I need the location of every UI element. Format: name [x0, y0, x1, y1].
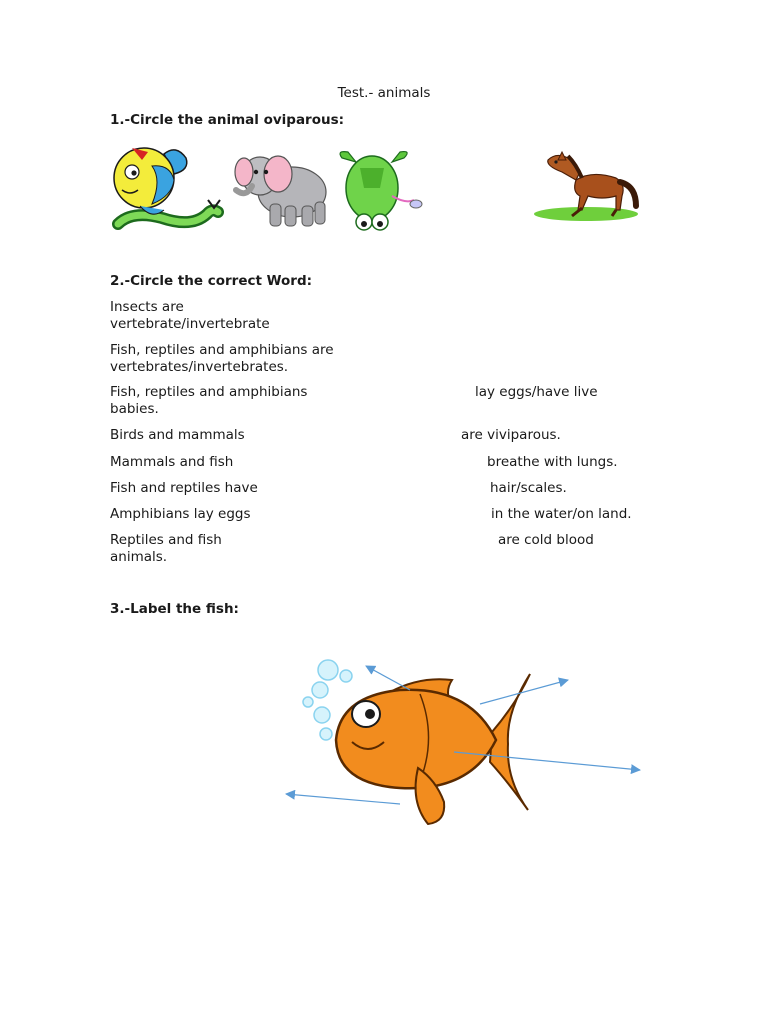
question-1-heading: 1.-Circle the animal oviparous:	[110, 112, 345, 128]
fish-icon	[114, 148, 187, 214]
word-choice-6[interactable]: hair/scales.	[490, 480, 567, 496]
fish-diagram[interactable]	[280, 652, 650, 832]
sentence-3: Fish, reptiles and amphibians babies.	[110, 384, 308, 417]
sentence-8: Reptiles and fish animals.	[110, 532, 222, 565]
arrow-pectoral-fin	[286, 794, 400, 804]
word-choice-3[interactable]: lay eggs/have live	[475, 384, 598, 400]
fish-snake-illustration[interactable]	[112, 140, 227, 236]
sentence-2: Fish, reptiles and amphibians are vertebrates/invertebrates.	[110, 342, 334, 375]
question-3-heading: 3.-Label the fish:	[110, 601, 239, 617]
sentence-1: Insects are vertebrate/invertebrate	[110, 299, 270, 332]
word-choice-8[interactable]: are cold blood	[498, 532, 594, 548]
word-choice-1[interactable]: vertebrate/invertebrate	[110, 315, 270, 332]
word-choice-4[interactable]: are viviparous.	[461, 427, 561, 443]
horse-icon[interactable]	[532, 144, 640, 224]
sentence-5: Mammals and fish	[110, 454, 234, 470]
arrow-dorsal-fin	[366, 666, 410, 690]
frog-icon[interactable]	[334, 148, 426, 234]
page-title: Test.- animals	[337, 85, 431, 101]
sentence-4: Birds and mammals	[110, 427, 245, 443]
question-2-heading: 2.-Circle the correct Word:	[110, 273, 313, 289]
word-choice-7[interactable]: in the water/on land.	[491, 506, 632, 522]
word-choice-2[interactable]: vertebrates/invertebrates.	[110, 358, 289, 375]
elephant-icon[interactable]	[230, 150, 336, 230]
sentence-7: Amphibians lay eggs	[110, 506, 251, 522]
word-choice-5[interactable]: breathe with lungs.	[487, 454, 618, 470]
sentence-6: Fish and reptiles have	[110, 480, 258, 496]
